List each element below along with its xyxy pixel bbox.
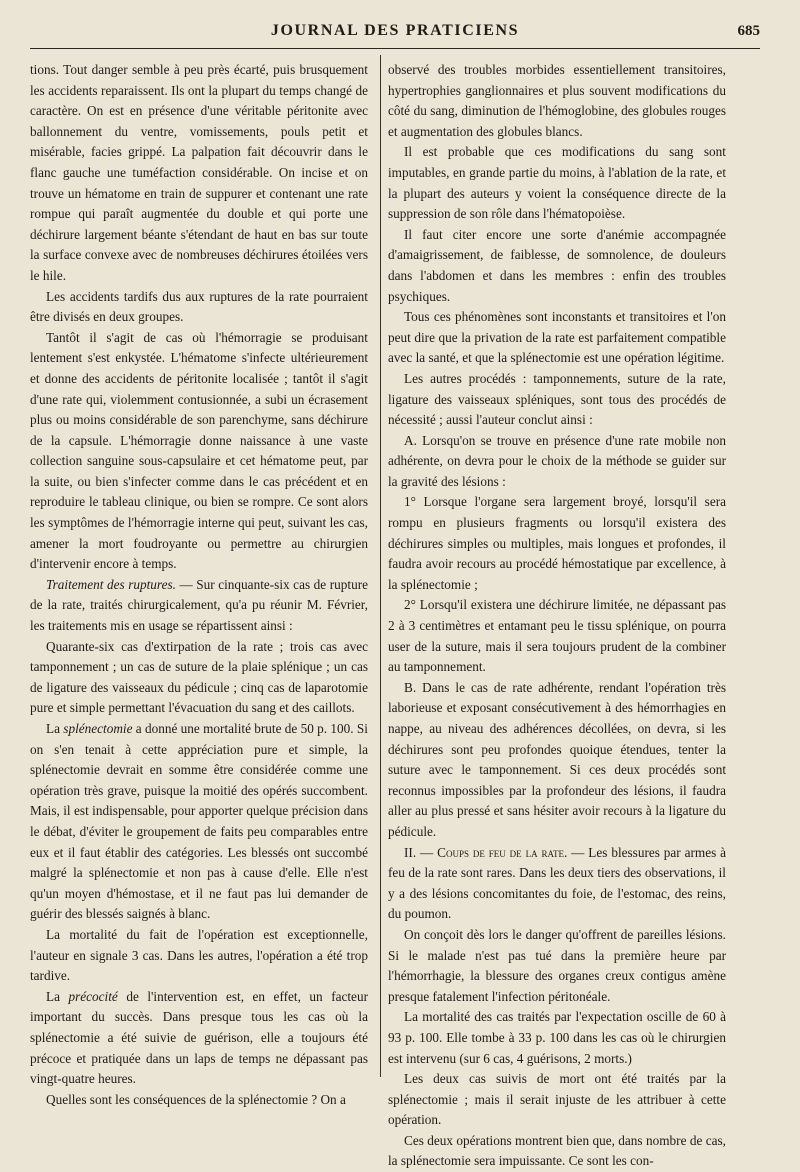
paragraph: La mortalité des cas traités par l'expectation oscille de 60 à 93 p. 100. Elle tombe à 33 p. 100 dans les cas où le chirurgien est intervenu (sur 6 cas, 4 guérisons, 2 morts.)	[388, 1009, 726, 1066]
paragraph-text: — Sur cinquante-six cas de rupture de la rate, traités chirurgicalement, qu'a pu réunir M. Février, les traitements mis en usage se répartissent ainsi :	[30, 576, 368, 634]
paragraph: tions. Tout danger semble à peu près écarté, puis brusquement les accidents reparaissent. Ils ont la plupart du temps changé de caractère. On est en présence d'une véritable péritonite avec ballonnement du ventre, vomissements, pouls petit et misérable, facies grippé. La palpation fait découvrir dans le flanc gauche une tuméfaction considérable. On incise et on trouve un hématome en train de suppurer et contenant une rate rompue qui paraît augmentée du double et qui porte une déchirure largement béante s'étendant de haut en bas sur toute la surface convexe avec de nombreuses déchirures étoilées vers le hile.	[30, 62, 368, 283]
paragraph-text: — Les blessures par armes à feu de la rate sont rares. Dans les deux tiers des observations, il y a des lésions concomitantes du foie, de l'estomac, des reins, du poumon.	[388, 844, 727, 922]
paragraph: La mortalité du fait de l'opération est exceptionnelle, l'auteur en signale 3 cas. Dans les autres, l'opération a été trop tardive.	[30, 926, 368, 984]
paragraph: Tous ces phénomènes sont inconstants et transitoires et l'on peut dire que la privation de la rate est parfaitement compatible avec la santé, et que la splénectomie est une opération légitime.	[388, 309, 726, 366]
left-column	[30, 60, 368, 1110]
paragraph-text: de l'intervention est, en effet, un facteur important du succès. Dans presque tous les cas où la splénectomie a été suivie de guérison, elle a toujours été précoce et pratiquée dans un laps de temps ne dépassant pas vingt-quatre heures.	[30, 988, 368, 1087]
page-number: 685	[737, 23, 760, 39]
list-item: 1° Lorsque l'organe sera largement broyé, lorsqu'il sera rompu en plusieurs fragments ou lorsqu'il existera des déchirures simples ou multiples, mais longues et profondes, il faudra avoir recours au procédé hémostatique par excellence, à la splénectomie ;	[388, 494, 726, 592]
paragraph: Ces deux opérations montrent bien que, dans nombre de cas, la splénectomie sera impuissante. Ce sont les con-	[388, 1132, 726, 1169]
paragraph: Les deux cas suivis de mort ont été traités par la splénectomie ; mais il serait injuste de les attribuer à cette opération.	[388, 1071, 726, 1128]
paragraph-splenectomy	[30, 719, 368, 925]
paragraph: Il faut citer encore une sorte d'anémie accompagnée d'amaigrissement, de faiblesse, de somnolence, de douleurs dans l'abdomen et dans les membres : enfin des troubles psychiques.	[388, 226, 726, 304]
paragraph-precocity	[30, 987, 368, 1090]
right-column	[388, 60, 726, 1172]
paragraph: Les autres procédés : tamponnements, suture de la rate, ligature des vaisseaux spléniques, sont tous des procédés de nécessité ; aussi l'auteur conclut ainsi :	[388, 370, 726, 428]
paragraph-text: La	[46, 721, 64, 736]
paragraph: Tantôt il s'agit de cas où l'hémorragie se produisant lentement s'est enkystée. L'hématome s'infecte ultérieurement et donne des accidents de péritonite localisée ; tantôt il s'agit d'une rate qui, violemment contusionnée, a subi un écrasement plus ou moins considérable de son parenchyme, sans déchirure de la capsule. L'hémorragie donne naissance à une vaste collection sanguine sous-capsulaire et cet hématome peut, par la suite, ou bien s'infecter comme dans le cas précédent et en reproduire le tableau clinique, ou bien se rompre. Ce sont alors les symptômes de l'hémorragie interne qui peut, suivant les cas, amener la mort foudroyante ou permettre au chirurgien d'intervenir encore à temps.	[30, 329, 368, 572]
paragraph: Les accidents tardifs dus aux ruptures de la rate pourraient être divisés en deux groupes.	[30, 288, 368, 325]
italic-term: précocité	[68, 988, 118, 1004]
paragraph: observé des troubles morbides essentiellement transitoires, hypertrophies ganglionnaires et plus souvent modifications du côté du sang, diminution de l'hémoglobine, des globules rouges et augmentation des globules blancs.	[388, 62, 726, 139]
column-divider	[380, 55, 381, 1077]
paragraph-text: La	[46, 988, 69, 1004]
paragraph: On conçoit dès lors le danger qu'offrent de pareilles lésions. Si le malade n'est pas tué dans la première heure par l'hémorrhagie, la blessure des organes creux contigus amène presque fatalement l'infection péritonéale.	[388, 926, 726, 1004]
italic-term: splénectomie	[63, 721, 133, 736]
paragraph-treatment	[30, 575, 368, 637]
paragraph: B. Dans le cas de rate adhérente, rendant l'opération très laborieuse et exposant consécutivement à des hémorrhagies en nappe, au niveau des adhérences décollées, on devra, si les déchirures sont peu profondes quoique étendues, tenter la suture avec le tamponnement. Si ces deux procédés sont reconnus impossibles par la profondeur des lésions, il faudra aller au plus pressé et sans hésiter avoir recours à la ligature du pédicule.	[388, 679, 726, 839]
list-item: 2° Lorsqu'il existera une déchirure limitée, ne dépassant pas 2 à 3 centimètres et entamant peu le tissu splénique, on pourra user de la suture, mais il sera toujours prudent de la combiner au tamponnement.	[388, 597, 726, 675]
paragraph-gunshot	[388, 843, 726, 925]
paragraph-text: II. —	[404, 844, 438, 860]
section-heading-smallcaps: Coups de feu de la rate.	[437, 844, 568, 860]
paragraph-text: a donné une mortalité brute de 50 p. 100. Si on s'en tenait à cette appréciation pure et simple, la splénectomie devrait en somme être considérée comme une opération très grave, puisque la moitié des opérés succombent. Mais, il est indispensable, pour apporter quelque précision dans le débat, d'éviter le groupement de faits peu comparables entre eux et il faut établir des catégories. Les blessés ont succombé malgré la splénectomie et non pas à cause d'elle. Elle n'est qu'un moyen d'hémostase, et il ne faut pas lui demander de guérir des blessés saignés à blanc.	[30, 721, 368, 922]
section-heading-italic: Traitement des ruptures.	[46, 576, 176, 592]
paragraph: Quarante-six cas d'extirpation de la rate ; trois cas avec tamponnement ; un cas de suture de la plaie splénique ; un cas de ligature des vaisseaux du pédicule ; cinq cas de laparotomie pure et simple permettant l'évacuation du sang et des caillots.	[30, 638, 368, 716]
paragraph: A. Lorsqu'on se trouve en présence d'une rate mobile non adhérente, on devra pour le choix de la méthode se guider sur la gravité des lésions :	[388, 432, 726, 489]
journal-title: JOURNAL DES PRATICIENS	[270, 22, 520, 39]
page-header	[30, 20, 760, 49]
paragraph: Quelles sont les conséquences de la splénectomie ? On a	[46, 1091, 346, 1107]
paragraph: Il est probable que ces modifications du sang sont imputables, en grande partie du moins, à l'ablation de la rate, et la plupart des auteurs y voient la conséquence directe de la suppression de son rôle dans l'hématopoièse.	[388, 144, 726, 222]
